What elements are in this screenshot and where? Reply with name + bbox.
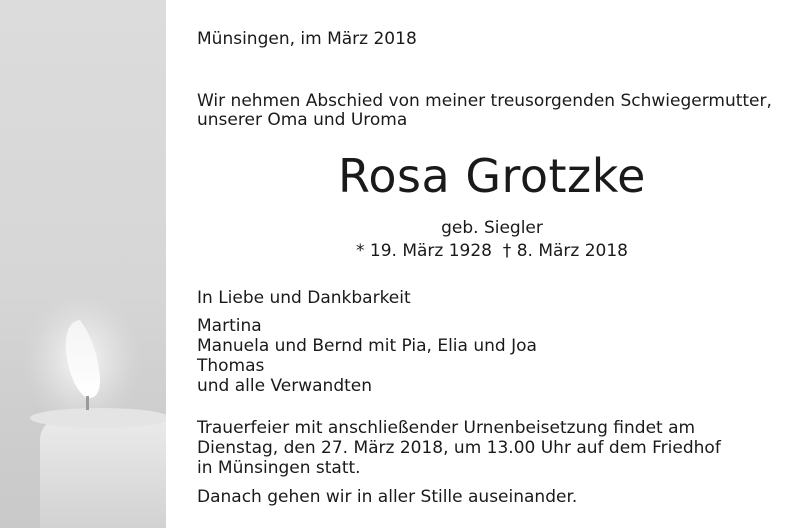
notice-text	[197, 0, 787, 528]
candle-icon	[0, 0, 166, 528]
closing-line: Danach gehen wir in aller Stille auseinander.	[197, 487, 578, 507]
mourners-intro: In Liebe und Dankbarkeit	[197, 288, 411, 308]
life-dates: * 19. März 1928 † 8. März 2018	[355, 241, 628, 261]
deceased-name: Rosa Grotzke	[338, 149, 646, 203]
birth-name: geb. Siegler	[441, 218, 543, 238]
candle-image-panel	[0, 0, 166, 528]
mourner-name: Thomas	[197, 356, 265, 376]
intro-line-1: Wir nehmen Abschied von meiner treusorgenden Schwiegermutter,	[197, 91, 772, 111]
mourner-name: und alle Verwandten	[197, 376, 373, 396]
mourner-name: Manuela und Bernd mit Pia, Elia und Joa	[197, 336, 537, 356]
intro-line-2: unserer Oma und Uroma	[197, 110, 408, 130]
ceremony-line-2: Dienstag, den 27. März 2018, um 13.00 Uhr auf dem Friedhof	[197, 438, 721, 458]
mourner-name: Martina	[197, 316, 262, 336]
ceremony-line-1: Trauerfeier mit anschließender Urnenbeisetzung findet am	[197, 418, 696, 438]
ceremony-line-3: in Münsingen statt.	[197, 458, 361, 478]
place-date: Münsingen, im März 2018	[197, 29, 417, 49]
